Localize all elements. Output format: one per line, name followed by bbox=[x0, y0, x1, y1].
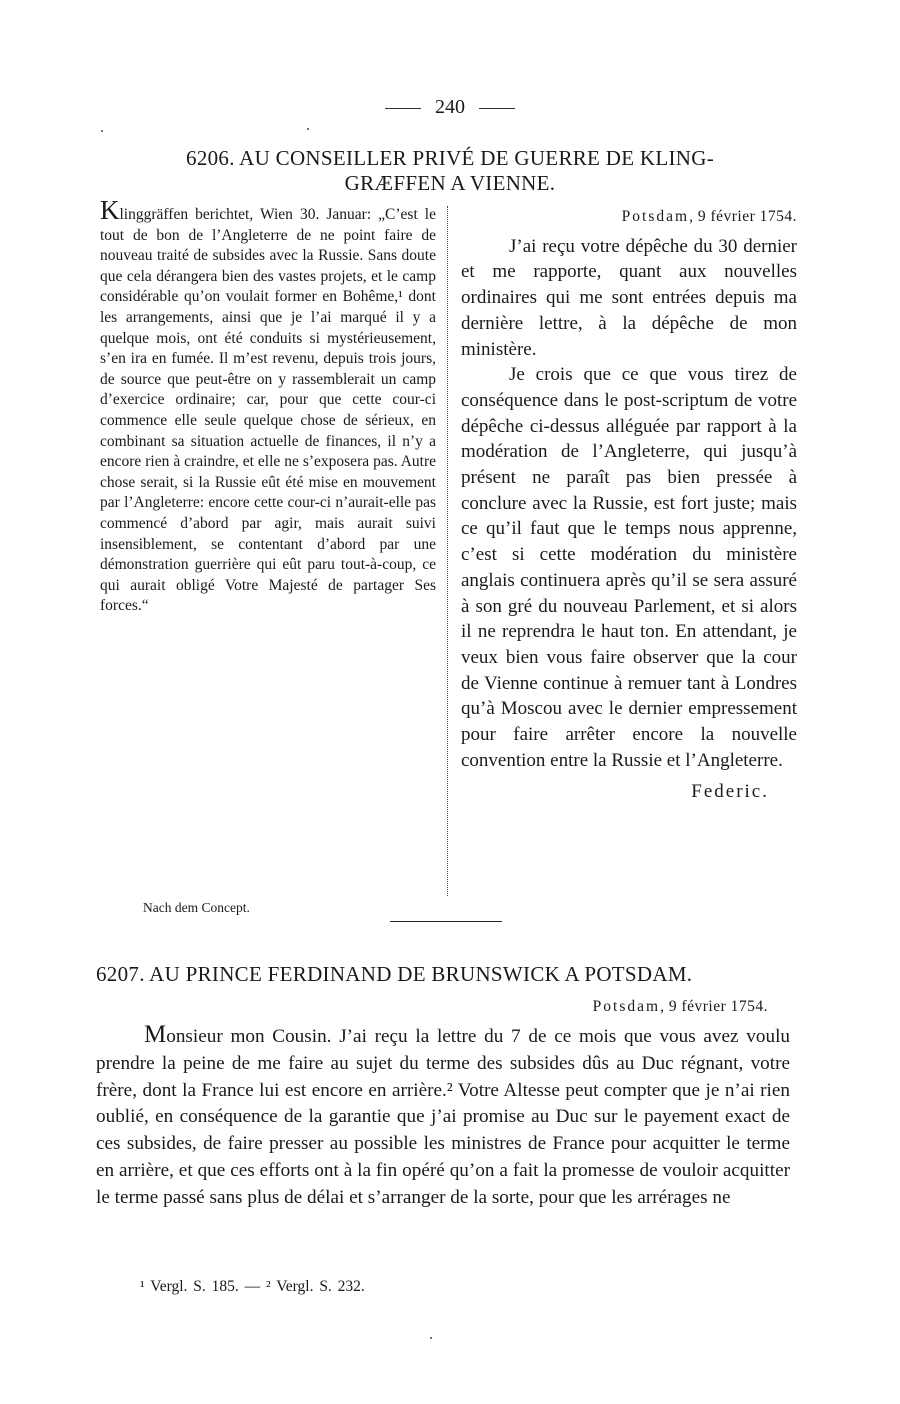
page-number-dash-right bbox=[479, 108, 515, 109]
letter-6207-dateline bbox=[96, 998, 768, 1016]
print-speck bbox=[307, 128, 309, 130]
footnotes: ¹ Vergl. S. 185. — ² Vergl. S. 232. bbox=[140, 1278, 365, 1295]
letter-6206-title bbox=[100, 146, 800, 196]
reply-paragraph-2: Je crois que ce que vous tirez de conséquence dans le post-scriptum de votre dépêche ci-dessus alléguée par rapport à la modération de l’Angleterre, qui jusqu’à présent ne paraît pas bien pressée à conclure avec la Russie, est fort juste; mais ce qu’il faut que le temps nous apprenne, c’est si cette modération du ministère anglais continuera après qu’il se sera assuré à son gré du nouveau Parlement, et si alors il ne reprendra le haut ton. En attendant, je veux bien vous faire observer que la cour de Vienne continue à remuer tant à Londres qu’à Moscou avec le dernier empressement pour faire arrêter encore la nouvelle convention entre la Russie et l’Angleterre. bbox=[461, 364, 797, 771]
letter-6207-body bbox=[96, 1022, 790, 1212]
reply-paragraph-1: J’ai reçu votre dépêche du 30 dernier et me rapporte, quant aux nouvelles ordinaires qui me sont entrées depuis ma dernière lettre, à la dépêche de mon ministère. bbox=[461, 235, 797, 360]
letter-6206-title-line2: GRÆFFEN A VIENNE. bbox=[344, 171, 556, 195]
section-rule bbox=[390, 921, 502, 922]
signature: Federic. bbox=[691, 781, 769, 803]
body-text: onsieur mon Cousin. J’ai reçu la lettre du 7 de ce mois que vous avez voulu prendre la peine de me faire au sujet du terme des subsides dûs au Duc régnant, votre frère, dont la France lui est encore en arrière.² Votre Altesse peut compter que je n’ai rien oublié, en conséquence de la garantie que j’ai promise au Duc sur le payement exact de ces subsides, de faire presser au possible les ministres de France pour acquitter le terme en arrière, et que ces efforts ont à la fin opéré qu’on a fait la promesse de vouloir acquitter le terme passé sans plus de délai et s’arranger de la sorte, pour que les arrérages ne bbox=[96, 1026, 790, 1208]
print-speck bbox=[430, 1337, 432, 1339]
column-divider bbox=[447, 206, 448, 896]
body-dropcap: M bbox=[144, 1021, 167, 1048]
summary-text: linggräffen berichtet, Wien 30. Januar: „C’est le tout de bon de l’Angleterre de ne point faire de nouveau traité de subsides avec la Russie. Sans doute que cela dérangera bien des vastes projets, et le camp considérable qu’on voulait former en Bohême,¹ dont les arrangements, ainsi que je l’ai marqué il y a quelque mois, ont été conduits si mystérieusement, s’en ira en fumée. Il m’est revenu, depuis trois jours, de source que peut-être on y rassemblerait un camp d’exercice ordinaire; car, pour que cette cour-ci commence elle seule quelque chose de sérieux, en combinant sa situation actuelle de finances, il n’y a encore rien à craindre, et elle ne s’exposera pas. Autre chose serait, si la Russie eût été mise en mouvement par l’Angleterre: encore cette cour-ci n’aurait-elle pas commencé d’abord par agir, mais aurait suivi insensiblement, se contentant d’abord par une démonstration guerrière qui eût paru tout-à-coup, ce qui aurait obligé Votre Majesté de partager Ses forces.“ bbox=[100, 206, 436, 615]
reply-column bbox=[461, 204, 797, 805]
dateline-place: Potsdam bbox=[592, 998, 661, 1015]
report-summary-column bbox=[100, 195, 436, 617]
summary-dropcap: K bbox=[100, 195, 120, 225]
letter-6206-dateline bbox=[461, 204, 797, 230]
source-note: Nach dem Concept. bbox=[143, 900, 250, 915]
letter-6206-title-line1: 6206. AU CONSEILLER PRIVÉ DE GUERRE DE KLING- bbox=[186, 146, 714, 170]
dateline-place: Potsdam bbox=[621, 208, 690, 225]
print-speck bbox=[101, 130, 103, 132]
dateline-date: , 9 février 1754. bbox=[660, 998, 768, 1015]
page-number-dash-left bbox=[385, 108, 421, 109]
page-number-text: 240 bbox=[435, 96, 465, 118]
letter-6207-title: 6207. AU PRINCE FERDINAND DE BRUNSWICK A POTSDAM. bbox=[96, 962, 693, 986]
dateline-date: , 9 février 1754. bbox=[689, 208, 797, 225]
page-number bbox=[0, 96, 900, 119]
